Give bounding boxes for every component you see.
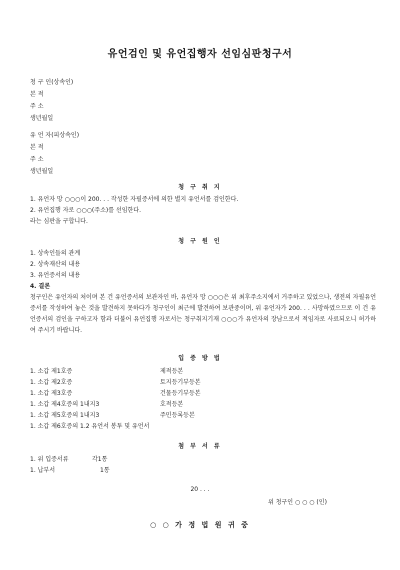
- evidence-item-4-doc: 호적등본: [160, 401, 184, 408]
- evidence-item-3: 1. 소갑 제3호증: [30, 390, 73, 397]
- evidence-item-1: 1. 소갑 제1호증: [30, 368, 73, 375]
- purpose-heading: 청 구 취 지: [178, 184, 222, 191]
- purpose-line-2: 2. 유언집행 자로 ○○○(주소)를 선임한다.: [30, 207, 141, 214]
- evidence-item-1-doc: 제적등본: [160, 368, 184, 375]
- deceased-domicile-label: 본 적: [30, 144, 44, 151]
- court-addressee: ○ ○ 가 정 법 원 귀 중: [150, 521, 250, 529]
- document-title: 유언검인 및 유언집행자 선임심판청구서: [107, 49, 293, 60]
- cause-paragraph: 청구인은 유언자의 처이며 본 건 유언증서의 보관자인 바, 유언자 망 ○○○은 위 최후주소지에서 거주하고 있었으나, 생전의 자필유언증서를 작성하여 놓은 것을 발견하지 못하다가 청구인이 최근에 발견하여 보관중이며, 위 유언자가 200. . . 사망하였으므로 이 건 유언증서의 검인을 구하고자 함과 더불어 유언집행 자로서는 청구취지기재 ○○○가 유언자의 장남으로서 적임자로 사료되오니 허가하여 주시기 바랍니다.: [30, 294, 376, 334]
- deceased-heading: 유 언 자(피상속인): [30, 132, 80, 139]
- cause-item-1: 1. 상속인들의 관계: [30, 250, 81, 257]
- evidence-item-4: 1. 소갑 제4호증의 1내지3: [30, 401, 100, 408]
- evidence-item-2-doc: 토지등기부등본: [160, 379, 201, 386]
- claimant-address-label: 주 소: [30, 103, 44, 110]
- purpose-line-1: 1. 유언자 망 ○○○이 200. . . 작성한 자필증서에 의한 별지 유언서를 검인한다.: [30, 196, 239, 203]
- attachments-heading: 첨 부 서 류: [178, 443, 222, 450]
- claimant-domicile-label: 본 적: [30, 91, 44, 98]
- deceased-address-label: 주 소: [30, 156, 44, 163]
- cause-heading: 청 구 원 인: [178, 238, 222, 245]
- evidence-item-3-doc: 건물등기부등본: [160, 390, 201, 397]
- evidence-item-6: 1. 소갑 제6호증의 1.2 유언서 봉투 및 유언서: [30, 423, 150, 430]
- evidence-item-2: 1. 소갑 제2호증: [30, 379, 73, 386]
- attachment-item-2-count: 1통: [100, 467, 110, 474]
- evidence-item-5: 1. 소갑 제5호증의 1내지3: [30, 412, 100, 419]
- purpose-line-3: 라는 심판을 구합니다.: [30, 218, 88, 225]
- evidence-item-5-doc: 주민등록등본: [160, 412, 195, 419]
- attachment-item-1-count: 각1통: [92, 456, 108, 463]
- cause-item-4: 4. 결론: [30, 283, 51, 290]
- claimant-signature: 위 청구인 ○ ○ ○ (인): [268, 499, 327, 506]
- attachment-item-2: 1. 납부서: [30, 467, 56, 474]
- deceased-birthdate-label: 생년월일: [30, 168, 54, 175]
- filing-date: 20 . . .: [190, 486, 210, 493]
- evidence-heading: 입 증 방 법: [178, 355, 222, 362]
- attachment-item-1: 1. 위 입증서류: [30, 456, 69, 463]
- cause-item-3: 3. 유언증서의 내용: [30, 272, 81, 279]
- claimant-heading: 청 구 인(상속인): [30, 79, 74, 86]
- claimant-birthdate-label: 생년월일: [30, 115, 54, 122]
- cause-item-2: 2. 상속재산의 내용: [30, 261, 81, 268]
